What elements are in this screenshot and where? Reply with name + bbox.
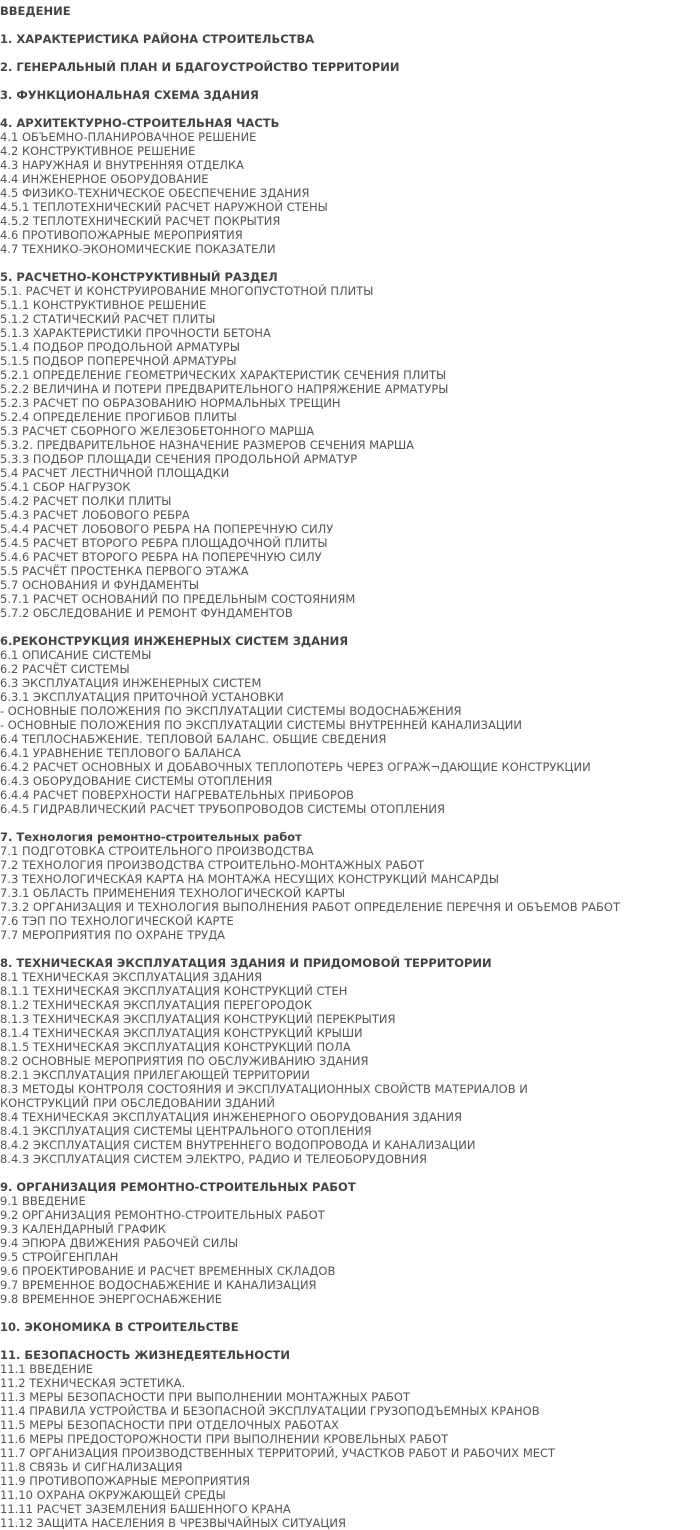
toc-item: 11.8 СВЯЗЬ И СИГНАЛИЗАЦИЯ <box>0 1460 183 1474</box>
toc-item: 7.2 ТЕХНОЛОГИЯ ПРОИЗВОДСТВА СТРОИТЕЛЬНО-МОНТАЖНЫХ РАБОТ <box>0 858 425 872</box>
toc-item: 6.3.1 ЭКСПЛУАТАЦИЯ ПРИТОЧНОЙ УСТАНОВКИ <box>0 690 284 704</box>
toc-section <box>0 60 700 74</box>
section-heading: 4. АРХИТЕКТУРНО-СТРОИТЕЛЬНАЯ ЧАСТЬ <box>0 116 280 130</box>
toc-item: 7.3.1 ОБЛАСТЬ ПРИМЕНЕНИЯ ТЕХНОЛОГИЧЕСКОЙ КАРТЫ <box>0 886 346 900</box>
toc-item: 5.2.1 ОПРЕДЕЛЕНИЕ ГЕОМЕТРИЧЕСКИХ ХАРАКТЕРИСТИК СЕЧЕНИЯ ПЛИТЫ <box>0 368 447 382</box>
section-heading: 5. РАСЧЕТНО-КОНСТРУКТИВНЫЙ РАЗДЕЛ <box>0 270 278 284</box>
section-heading: 3. ФУНКЦИОНАЛЬНАЯ СХЕМА ЗДАНИЯ <box>0 88 259 102</box>
toc-item: - ОСНОВНЫЕ ПОЛОЖЕНИЯ ПО ЭКСПЛУАТАЦИИ СИСТЕМЫ ВОДОСНАБЖЕНИЯ <box>0 704 462 718</box>
toc-item: - ОСНОВНЫЕ ПОЛОЖЕНИЯ ПО ЭКСПЛУАТАЦИИ СИСТЕМЫ ВНУТРЕННЕЙ КАНАЛИЗАЦИИ <box>0 718 523 732</box>
toc-item: 5.1.2 СТАТИЧЕСКИЙ РАСЧЕТ ПЛИТЫ <box>0 312 216 326</box>
toc-item: 11.12 ЗАЩИТА НАСЕЛЕНИЯ В ЧРЕЗВЫЧАЙНЫХ СИТУАЦИЯ <box>0 1516 346 1530</box>
toc-item: 11.7 ОРГАНИЗАЦИЯ ПРОИЗВОДСТВЕННЫХ ТЕРРИТОРИЙ, УЧАСТКОВ РАБОТ И РАБОЧИХ МЕСТ <box>0 1446 556 1460</box>
toc-item: 8.4.2 ЭКСПЛУАТАЦИЯ СИСТЕМ ВНУТРЕННЕГО ВОДОПРОВОДА И КАНАЛИЗАЦИИ <box>0 1138 476 1152</box>
toc-section <box>0 270 700 620</box>
toc-item: 6.2 РАСЧЁТ СИСТЕМЫ <box>0 662 130 676</box>
toc-item: 5.4.6 РАСЧЕТ ВТОРОГО РЕБРА НА ПОПЕРЕЧНУЮ СИЛУ <box>0 550 322 564</box>
toc-item: 7.1 ПОДГОТОВКА СТРОИТЕЛЬНОГО ПРОИЗВОДСТВА <box>0 844 314 858</box>
toc-item: 4.3 НАРУЖНАЯ И ВНУТРЕННЯЯ ОТДЕЛКА <box>0 158 244 172</box>
toc-item: 6.1 ОПИСАНИЕ СИСТЕМЫ <box>0 648 152 662</box>
toc-item: 5.4 РАСЧЕТ ЛЕСТНИЧНОЙ ПЛОЩАДКИ <box>0 466 230 480</box>
toc-item: 8.2.1 ЭКСПЛУАТАЦИЯ ПРИЛЕГАЮЩЕЙ ТЕРРИТОРИИ <box>0 1068 310 1082</box>
toc-item: 5.1.3 ХАРАКТЕРИСТИКИ ПРОЧНОСТИ БЕТОНА <box>0 326 271 340</box>
toc-item: 5.3 РАСЧЕТ СБОРНОГО ЖЕЛЕЗОБЕТОННОГО МАРША <box>0 424 315 438</box>
toc-item: 5.4.5 РАСЧЕТ ВТОРОГО РЕБРА ПЛОЩАДОЧНОЙ ПЛИТЫ <box>0 536 328 550</box>
toc-item: 8.1.5 ТЕХНИЧЕСКАЯ ЭКСПЛУАТАЦИЯ КОНСТРУКЦИЙ ПОЛА <box>0 1040 351 1054</box>
toc-item: 5.4.1 СБОР НАГРУЗОК <box>0 480 131 494</box>
toc-item: 11.11 РАСЧЕТ ЗАЗЕМЛЕНИЯ БАШЕННОГО КРАНА <box>0 1502 291 1516</box>
toc-item: 8.1.2 ТЕХНИЧЕСКАЯ ЭКСПЛУАТАЦИЯ ПЕРЕГОРОДОК <box>0 998 313 1012</box>
toc-item: 7.6 ТЭП ПО ТЕХНОЛОГИЧЕСКОЙ КАРТЕ <box>0 914 234 928</box>
toc-item: 6.4.3 ОБОРУДОВАНИЕ СИСТЕМЫ ОТОПЛЕНИЯ <box>0 774 273 788</box>
section-heading: 11. БЕЗОПАСНОСТЬ ЖИЗНЕДЕЯТЕЛЬНОСТИ <box>0 1348 290 1362</box>
toc-item: 8.4 ТЕХНИЧЕСКАЯ ЭКСПЛУАТАЦИЯ ИНЖЕНЕРНОГО ОБОРУДОВАНИЯ ЗДАНИЯ <box>0 1110 462 1124</box>
toc-item: 5.4.3 РАСЧЕТ ЛОБОВОГО РЕБРА <box>0 508 190 522</box>
toc-item: 8.4.3 ЭКСПЛУАТАЦИЯ СИСТЕМ ЭЛЕКТРО, РАДИО И ТЕЛЕОБОРУДОВНИЯ <box>0 1152 427 1166</box>
toc-item: 5.3.2. ПРЕДВАРИТЕЛЬНОЕ НАЗНАЧЕНИЕ РАЗМЕРОВ СЕЧЕНИЯ МАРША <box>0 438 414 452</box>
toc-item: 8.1 ТЕХНИЧЕСКАЯ ЭКСПЛУАТАЦИЯ ЗДАНИЯ <box>0 970 263 984</box>
toc-item: 9.5 СТРОЙГЕНПЛАН <box>0 1250 119 1264</box>
toc-item: 8.2 ОСНОВНЫЕ МЕРОПРИЯТИЯ ПО ОБСЛУЖИВАНИЮ ЗДАНИЯ <box>0 1054 369 1068</box>
toc-item: 11.3 МЕРЫ БЕЗОПАСНОСТИ ПРИ ВЫПОЛНЕНИИ МОНТАЖНЫХ РАБОТ <box>0 1390 410 1404</box>
toc-item: 5.5 РАСЧЁТ ПРОСТЕНКА ПЕРВОГО ЭТАЖА <box>0 564 249 578</box>
toc-item: 4.4 ИНЖЕНЕРНОЕ ОБОРУДОВАНИЕ <box>0 172 209 186</box>
toc-item: 4.1 ОБЪЕМНО-ПЛАНИРОВАЧНОЕ РЕШЕНИЕ <box>0 130 257 144</box>
toc-item: 11.4 ПРАВИЛА УСТРОЙСТВА И БЕЗОПАСНОЙ ЭКСПЛУАТАЦИИ ГРУЗОПОДЪЕМНЫХ КРАНОВ <box>0 1404 540 1418</box>
toc-item: 4.5.1 ТЕПЛОТЕХНИЧЕСКИЙ РАСЧЕТ НАРУЖНОЙ СТЕНЫ <box>0 200 328 214</box>
toc-item: 9.7 ВРЕМЕННОЕ ВОДОСНАБЖЕНИЕ И КАНАЛИЗАЦИЯ <box>0 1278 317 1292</box>
toc-section <box>0 4 700 18</box>
toc-item: 5.7.1 РАСЧЕТ ОСНОВАНИЙ ПО ПРЕДЕЛЬНЫМ СОСТОЯНИЯМ <box>0 592 356 606</box>
toc-item: 6.4.4 РАСЧЕТ ПОВЕРХНОСТИ НАГРЕВАТЕЛЬНЫХ ПРИБОРОВ <box>0 788 354 802</box>
toc-item: 6.4.1 УРАВНЕНИЕ ТЕПЛОВОГО БАЛАНСА <box>0 746 241 760</box>
toc-item: 4.7 ТЕХНИКО-ЭКОНОМИЧЕСКИЕ ПОКАЗАТЕЛИ <box>0 242 276 256</box>
toc-item: 5.2.3 РАСЧЕТ ПО ОБРАЗОВАНИЮ НОРМАЛЬНЫХ ТРЕЩИН <box>0 396 341 410</box>
toc-item: 7.3.2 ОРГАНИЗАЦИЯ И ТЕХНОЛОГИЯ ВЫПОЛНЕНИЯ РАБОТ ОПРЕДЕЛЕНИЕ ПЕРЕЧНЯ И ОБЪЕМОВ РАБОТ <box>0 900 621 914</box>
toc-item: 4.5.2 ТЕПЛОТЕХНИЧЕСКИЙ РАСЧЕТ ПОКРЫТИЯ <box>0 214 281 228</box>
toc-item: 5.1.1 КОНСТРУКТИВНОЕ РЕШЕНИЕ <box>0 298 207 312</box>
toc-item: 5.7 ОСНОВАНИЯ И ФУНДАМЕНТЫ <box>0 578 200 592</box>
toc-item: 5.7.2 ОБСЛЕДОВАНИЕ И РЕМОНТ ФУНДАМЕНТОВ <box>0 606 293 620</box>
toc-item: 8.1.4 ТЕХНИЧЕСКАЯ ЭКСПЛУАТАЦИЯ КОНСТРУКЦИЙ КРЫШИ <box>0 1026 363 1040</box>
toc-item: 9.4 ЭПЮРА ДВИЖЕНИЯ РАБОЧЕЙ СИЛЫ <box>0 1236 239 1250</box>
toc-section <box>0 1348 700 1530</box>
toc-item: 11.10 ОХРАНА ОКРУЖАЮЩЕЙ СРЕДЫ <box>0 1488 226 1502</box>
toc-section <box>0 1180 700 1306</box>
toc-item: 5.1.5 ПОДБОР ПОПЕРЕЧНОЙ АРМАТУРЫ <box>0 354 237 368</box>
toc-item: 11.9 ПРОТИВОПОЖАРНЫЕ МЕРОПРИЯТИЯ <box>0 1474 251 1488</box>
toc-item: 11.1 ВВЕДЕНИЕ <box>0 1362 94 1376</box>
section-heading: ВВЕДЕНИЕ <box>0 4 71 18</box>
section-heading: 1. ХАРАКТЕРИСТИКА РАЙОНА СТРОИТЕЛЬСТВА <box>0 32 315 46</box>
toc-section <box>0 634 700 816</box>
toc-item: 5.1.4 ПОДБОР ПРОДОЛЬНОЙ АРМАТУРЫ <box>0 340 241 354</box>
section-heading: 2. ГЕНЕРАЛЬНЫЙ ПЛАН И БДАГОУСТРОЙСТВО ТЕРРИТОРИИ <box>0 60 400 74</box>
toc-section <box>0 1320 700 1334</box>
toc-item: 11.2 ТЕХНИЧЕСКАЯ ЭСТЕТИКА. <box>0 1376 186 1390</box>
toc-item: 5.2.2 ВЕЛИЧИНА И ПОТЕРИ ПРЕДВАРИТЕЛЬНОГО НАПРЯЖЕНИЕ АРМАТУРЫ <box>0 382 449 396</box>
toc-item: 7.7 МЕРОПРИЯТИЯ ПО ОХРАНЕ ТРУДА <box>0 928 226 942</box>
toc-item: 11.6 МЕРЫ ПРЕДОСТОРОЖНОСТИ ПРИ ВЫПОЛНЕНИИ КРОВЕЛЬНЫХ РАБОТ <box>0 1432 449 1446</box>
toc-item: 5.4.4 РАСЧЕТ ЛОБОВОГО РЕБРА НА ПОПЕРЕЧНУЮ СИЛУ <box>0 522 334 536</box>
section-heading: 10. ЭКОНОМИКА В СТРОИТЕЛЬСТВЕ <box>0 1320 239 1334</box>
toc-item: 9.6 ПРОЕКТИРОВАНИЕ И РАСЧЕТ ВРЕМЕННЫХ СКЛАДОВ <box>0 1264 336 1278</box>
toc-item: 8.4.1 ЭКСПЛУАТАЦИЯ СИСТЕМЫ ЦЕНТРАЛЬНОГО ОТОПЛЕНИЯ <box>0 1124 372 1138</box>
toc-section <box>0 32 700 46</box>
toc-item: 8.3 МЕТОДЫ КОНТРОЛЯ СОСТОЯНИЯ И ЭКСПЛУАТАЦИОННЫХ СВОЙСТВ МАТЕРИАЛОВ И КОНСТРУКЦИЙ ПРИ ОБСЛЕДОВАНИИ ЗДАНИЙ <box>0 1082 528 1110</box>
section-heading: 8. ТЕХНИЧЕСКАЯ ЭКСПЛУАТАЦИЯ ЗДАНИЯ И ПРИДОМОВОЙ ТЕРРИТОРИИ <box>0 956 492 970</box>
toc-item: 6.3 ЭКСПЛУАТАЦИЯ ИНЖЕНЕРНЫХ СИСТЕМ <box>0 676 262 690</box>
toc-item: 8.1.1 ТЕХНИЧЕСКАЯ ЭКСПЛУАТАЦИЯ КОНСТРУКЦИЙ СТЕН <box>0 984 348 998</box>
section-heading: 9. ОРГАНИЗАЦИЯ РЕМОНТНО-СТРОИТЕЛЬНЫХ РАБОТ <box>0 1180 356 1194</box>
toc-item: 5.4.2 РАСЧЕТ ПОЛКИ ПЛИТЫ <box>0 494 172 508</box>
toc-section <box>0 956 700 1166</box>
toc-item: 5.1. РАСЧЕТ И КОНСТРУИРОВАНИЕ МНОГОПУСТОТНОЙ ПЛИТЫ <box>0 284 374 298</box>
toc-section <box>0 88 700 102</box>
toc-item: 4.5 ФИЗИКО-ТЕХНИЧЕСКОЕ ОБЕСПЕЧЕНИЕ ЗДАНИЯ <box>0 186 310 200</box>
toc-item: 8.1.3 ТЕХНИЧЕСКАЯ ЭКСПЛУАТАЦИЯ КОНСТРУКЦИЙ ПЕРЕКРЫТИЯ <box>0 1012 396 1026</box>
toc-item: 7.3 ТЕХНОЛОГИЧЕСКАЯ КАРТА НА МОНТАЖА НЕСУЩИХ КОНСТРУКЦИЙ МАНСАРДЫ <box>0 872 499 886</box>
toc-item: 11.5 МЕРЫ БЕЗОПАСНОСТИ ПРИ ОТДЕЛОЧНЫХ РАБОТАХ <box>0 1418 339 1432</box>
toc-section <box>0 830 700 942</box>
toc-section <box>0 116 700 256</box>
toc-item: 5.3.3 ПОДБОР ПЛОЩАДИ СЕЧЕНИЯ ПРОДОЛЬНОЙ АРМАТУР <box>0 452 358 466</box>
toc-item: 4.6 ПРОТИВОПОЖАРНЫЕ МЕРОПРИЯТИЯ <box>0 228 243 242</box>
toc-item: 9.3 КАЛЕНДАРНЫЙ ГРАФИК <box>0 1222 166 1236</box>
section-heading: 7. Технология ремонтно-строительных работ <box>0 830 302 844</box>
section-heading: 6.РЕКОНСТРУКЦИЯ ИНЖЕНЕРНЫХ СИСТЕМ ЗДАНИЯ <box>0 634 349 648</box>
toc-item: 5.2.4 ОПРЕДЕЛЕНИЕ ПРОГИБОВ ПЛИТЫ <box>0 410 237 424</box>
toc-item: 9.8 ВРЕМЕННОЕ ЭНЕРГОСНАБЖЕНИЕ <box>0 1292 223 1306</box>
toc-item: 4.2 КОНСТРУКТИВНОЕ РЕШЕНИЕ <box>0 144 196 158</box>
toc-item: 9.2 ОРГАНИЗАЦИЯ РЕМОНТНО-СТРОИТЕЛЬНЫХ РАБОТ <box>0 1208 325 1222</box>
toc-item: 6.4.5 ГИДРАВЛИЧЕСКИЙ РАСЧЕТ ТРУБОПРОВОДОВ СИСТЕМЫ ОТОПЛЕНИЯ <box>0 802 445 816</box>
toc-item: 9.1 ВВЕДЕНИЕ <box>0 1194 86 1208</box>
toc-item: 6.4 ТЕПЛОСНАБЖЕНИЕ. ТЕПЛОВОЙ БАЛАНС. ОБЩИЕ СВЕДЕНИЯ <box>0 732 387 746</box>
toc-item: 6.4.2 РАСЧЕТ ОСНОВНЫХ И ДОБАВОЧНЫХ ТЕПЛОПОТЕРЬ ЧЕРЕЗ ОГРАЖ¬ДАЮЩИЕ КОНСТРУКЦИИ <box>0 760 591 774</box>
